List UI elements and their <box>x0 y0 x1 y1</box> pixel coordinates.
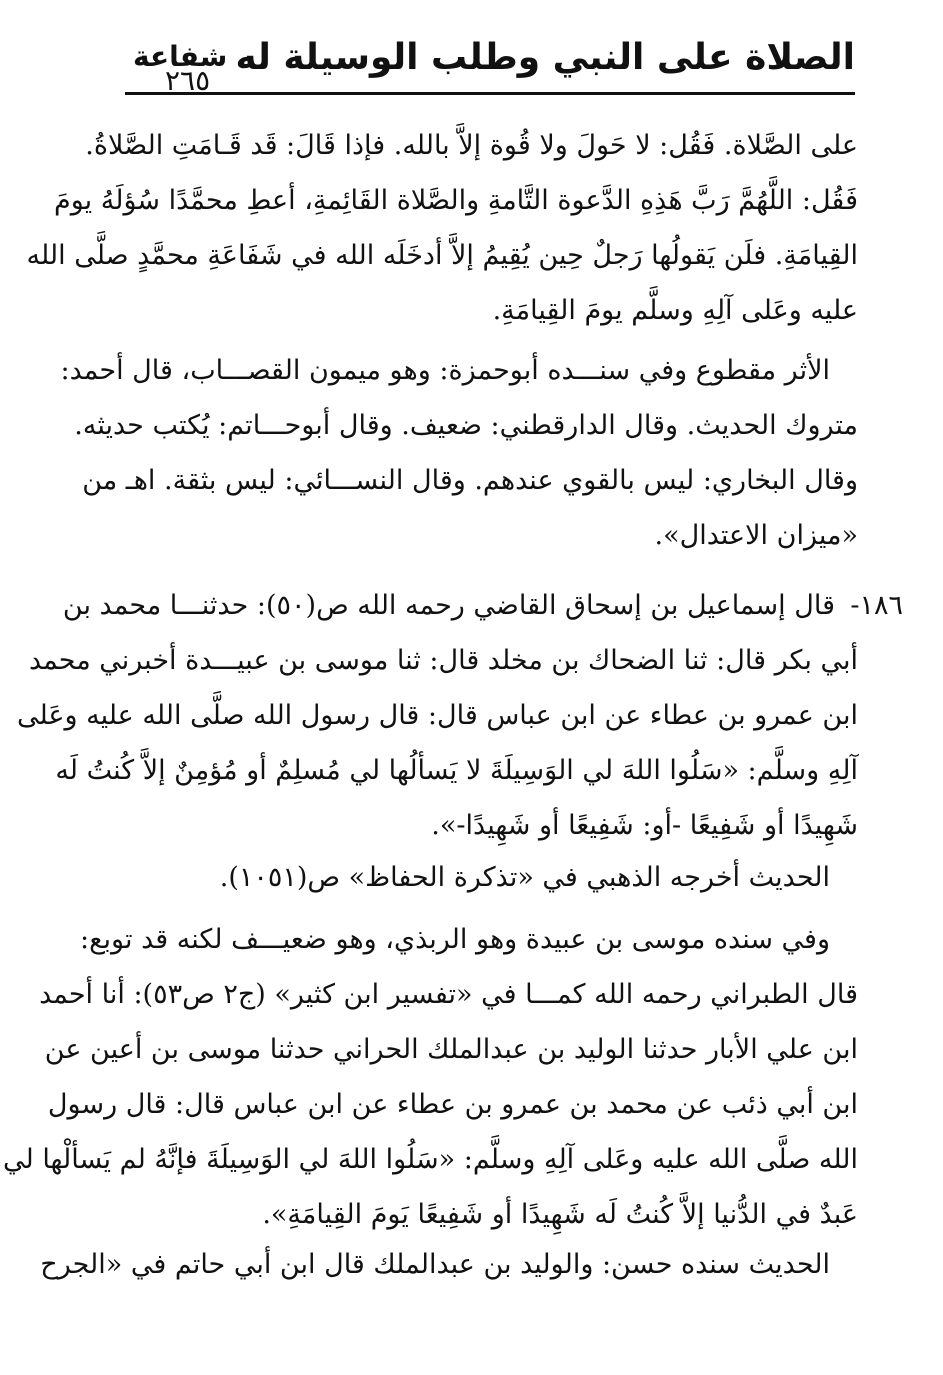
hadith-186-first-line <box>62 578 835 633</box>
text-line: وفي سنده موسى بن عبيدة وهو الربذي، وهو ضعيـــف لكنه قد توبع: <box>80 924 830 955</box>
header-rule <box>125 92 855 95</box>
text-line: آلِهِ وسلَّم: «سَلُوا اللهَ لي الوَسِيلَةَ لا يَسألُها لي مُسلِمٌ أو مُؤمِنٌ إلاَّ كُنتُ لَه <box>55 755 858 786</box>
text-line: ابن علي الأبار حدثنا الوليد بن عبدالملك الحراني حدثنا موسى بن أعين عن <box>44 1034 858 1065</box>
text-line: الحديث سنده حسن: والوليد بن عبدالملك قال ابن أبي حاتم في «الجرح <box>40 1249 830 1280</box>
page-header <box>125 34 855 97</box>
text-line: فَقُل: اللَّهُمَّ رَبَّ هَذِهِ الدَّعوة التَّامةِ والصَّلاة القَائِمةِ، أعطِ محمَّدًا سُؤلَهُ يومَ <box>54 185 858 216</box>
text-line: قال إسماعيل بن إسحاق القاضي رحمه الله ص(٥٠): حدثنـــا محمد بن <box>62 590 835 621</box>
hadith-number: ١٨٦- <box>850 590 903 621</box>
text-line: «ميزان الاعتدال». <box>654 520 858 551</box>
text-line: على الصَّلاة. فَقُل: لا حَولَ ولا قُوة إلاَّ بالله. فإذا قَالَ: قَد قَـامَتِ الصَّلاةُ. <box>85 130 858 161</box>
text-line: أبي بكر قال: ثنا الضحاك بن مخلد قال: ثنا موسى بن عبيـــدة أخبرني محمد <box>29 645 858 676</box>
hadith-186 <box>16 633 858 853</box>
text-line: قال الطبراني رحمه الله كمـــا في «تفسير ابن كثير» (ج٢ ص٥٣): أنا أحمد <box>39 979 858 1010</box>
text-line: الحديث أخرجه الذهبي في «تذكرة الحفاظ» ص(١٠٥١). <box>219 862 830 893</box>
paragraph-2 <box>60 343 858 563</box>
paragraph-5 <box>3 912 858 1242</box>
text-line: ابن عمرو بن عطاء عن ابن عباس قال: قال رسول الله صلَّى الله عليه وعَلى <box>16 700 858 731</box>
page-number: ٢٦٥ <box>165 64 211 97</box>
text-line: شَهِيدًا أو شَفِيعًا -أو: شَفِيعًا أو شَهِيدًا-». <box>431 810 858 841</box>
chapter-title: الصلاة على النبي وطلب الوسيلة له <box>235 37 855 78</box>
text-line: الأثر مقطوع وفي سنـــده أبوحمزة: وهو ميمون القصـــاب، قال أحمد: <box>60 355 830 386</box>
paragraph-1 <box>26 118 858 338</box>
text-line: متروك الحديث. وقال الدارقطني: ضعيف. وقال أبوحـــاتم: يُكتب حديثه. <box>74 410 858 441</box>
text-line: وقال البخاري: ليس بالقوي عندهم. وقال النســـائي: ليس بثقة. اهـ من <box>82 465 858 496</box>
text-line: ابن أبي ذئب عن محمد بن عمرو بن عطاء عن ابن عباس قال: قال رسول <box>47 1089 858 1120</box>
text-line: عَبدٌ في الدُّنيا إلاَّ كُنتُ لَه شَهِيدًا أو شَفِيعًا يَومَ القِيامَةِ». <box>262 1199 858 1230</box>
text-line: عليه وعَلى آلِهِ وسلَّم يومَ القِيامَةِ. <box>492 295 858 326</box>
paragraph-6 <box>40 1237 858 1292</box>
book-title: شفاعة <box>133 40 228 73</box>
text-line: القِيامَةِ. فلَن يَقولُها رَجلٌ حِين يُقِيمُ إلاَّ أدخَلَه الله في شَفَاعَةِ محمَّدٍ صلَّى الله <box>26 240 858 271</box>
paragraph-takhrij <box>130 850 858 905</box>
text-line: الله صلَّى الله عليه وعَلى آلِهِ وسلَّم: «سَلُوا اللهَ لي الوَسِيلَةَ فإنَّهُ لم يَسألْها لي <box>3 1144 858 1175</box>
